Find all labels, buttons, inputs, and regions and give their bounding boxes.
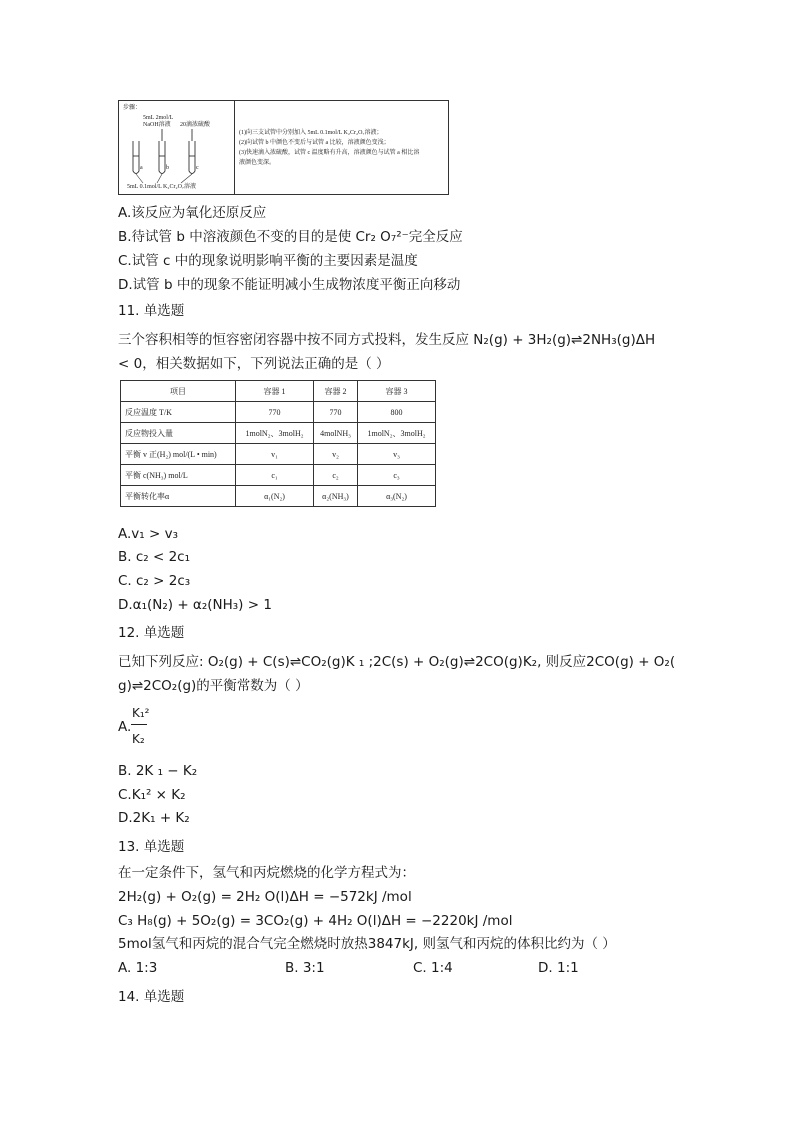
table-cell: α₃(N₂) [358,486,436,507]
test-tube-b [159,129,165,174]
table-row [121,444,436,465]
q12-option-b: B. 2K ₁ − K₂ [118,763,198,779]
q13-stem-2: 5mol氢气和丙烷的混合气完全燃烧时放热3847kJ, 则氢气和丙烷的体积比约为（ ） [118,936,616,952]
table-cell: 平衡转化率α [121,486,236,507]
q11-option-d: D.α₁(N₂) + α₂(NH₃) > 1 [118,597,272,613]
q13-equation-2: C₃ H₈(g) + 5O₂(g) = 3CO₂(g) + 4H₂ O(l)ΔH = −2220kJ /mol [118,913,513,929]
q11-header: 11. 单选题 [118,303,185,319]
table-cell: α₂(NH₃) [314,486,358,507]
table-cell: v₃ [358,444,436,465]
table-cell: v₂ [314,444,358,465]
table-row [121,486,436,507]
table-header: 容器 1 [236,381,314,402]
q11-stem-1: 三个容积相等的恒容密闭容器中按不同方式投料，发生反应 N₂(g) + 3H₂(g)⇌2NH₃(g)ΔH [118,332,656,348]
figure-bottom-label: 5mL 0.1mol/L K₂Cr₂O₇溶液 [127,184,196,190]
q10-option-b: B.待试管 b 中溶液颜色不变的目的是使 Cr₂ O₇²⁻完全反应 [118,229,463,245]
q14-header: 14. 单选题 [118,989,185,1005]
tube-b-label: b [166,165,169,171]
table-cell: α₁(N₂) [236,486,314,507]
tube-c-label: c [196,165,199,171]
figure-step-1: (1)向三支试管中分别加入 5mL 0.1mol/L K₂Cr₂O₇溶液； [239,130,383,136]
table-header: 容器 2 [314,381,358,402]
q13-option-d: D. 1:1 [538,960,579,976]
figure-step-2: (2)向试管 b 中颜色不变后与试管 a 比较，溶液颜色变浅； [239,140,390,146]
leader-lines [136,174,192,183]
q10-option-c: C.试管 c 中的现象说明影响平衡的主要因素是温度 [118,253,418,269]
q12-option-a [118,702,178,748]
q13-equation-1: 2H₂(g) + O₂(g) = 2H₂ O(l)ΔH = −572kJ /mol [118,889,412,905]
table-cell: 800 [358,402,436,423]
q12-option-d: D.2K₁ + K₂ [118,810,190,826]
table-cell: 平衡 v 正(H₂) mol/(L • min) [121,444,236,465]
test-tube-c [189,129,195,174]
table-cell: 770 [314,402,358,423]
table-cell: 1molN₂、3molH₂ [358,423,436,444]
q12-option-a-numerator: K₁² [132,706,150,720]
figure-divider [234,101,235,194]
figure-step-3: (3)快速滴入浓硫酸，试管 c 温度略有升高，溶液颜色与试管 a 相比溶 [239,150,420,156]
figure-reagent-naoh-2: NaOH溶液 [143,122,171,128]
q12-option-c: C.K₁² × K₂ [118,787,186,803]
figure-step-4: 液颜色变深。 [239,160,276,166]
q12-stem-1: 已知下列反应: O₂(g) + C(s)⇌CO₂(g)K ₁ ;2C(s) + O₂(g)⇌2CO(g)K₂, 则反应2CO(g) + O₂( [118,654,676,670]
table-cell: 1molN₂、3molH₂ [236,423,314,444]
table-cell: 平衡 c(NH₃) mol/L [121,465,236,486]
table-cell: 4molNH₃ [314,423,358,444]
table-cell: v₁ [236,444,314,465]
q11-stem-2: < 0，相关数据如下，下列说法正确的是（ ） [118,356,390,372]
q13-header: 13. 单选题 [118,839,185,855]
table-cell: c₂ [314,465,358,486]
q13-option-a: A. 1:3 [118,960,158,976]
q12-option-a-prefix: A. [118,719,132,735]
q13-stem-1: 在一定条件下，氢气和丙烷燃烧的化学方程式为： [118,865,415,881]
table-cell: c₃ [358,465,436,486]
q10-option-d: D.试管 b 中的现象不能证明减小生成物浓度平衡正向移动 [118,277,461,293]
q11-option-b: B. c₂ < 2c₁ [118,549,190,565]
table-cell: c₁ [236,465,314,486]
fraction-bar [131,724,147,725]
q12-header: 12. 单选题 [118,625,185,641]
table-cell: 反应温度 T/K [121,402,236,423]
q13-option-c: C. 1:4 [413,960,453,976]
table-row [121,402,436,423]
table-cell: 770 [236,402,314,423]
q11-data-table [120,380,436,507]
table-row [121,465,436,486]
test-tube-a [133,141,139,174]
table-cell: 反应物投入量 [121,423,236,444]
test-tubes-diagram [119,101,234,196]
tube-a-label: a [140,165,143,171]
q13-option-b: B. 3:1 [285,960,325,976]
q12-stem-2: g)⇌2CO₂(g)的平衡常数为（ ） [118,678,309,694]
table-header-row [121,381,436,402]
q11-option-c: C. c₂ > 2c₃ [118,573,191,589]
q10-option-a: A.该反应为氧化还原反应 [118,205,267,221]
table-header: 项目 [121,381,236,402]
figure-reagent-acid: 20滴浓硫酸 [180,122,211,128]
table-header: 容器 3 [358,381,436,402]
figure-step-label: 步骤： [123,105,142,111]
experiment-figure [118,100,449,195]
table-row [121,423,436,444]
q11-option-a: A.v₁ > v₃ [118,526,178,542]
figure-reagent-naoh: 5mL 2mol/L [143,115,174,121]
q12-option-a-denominator: K₂ [132,732,145,746]
